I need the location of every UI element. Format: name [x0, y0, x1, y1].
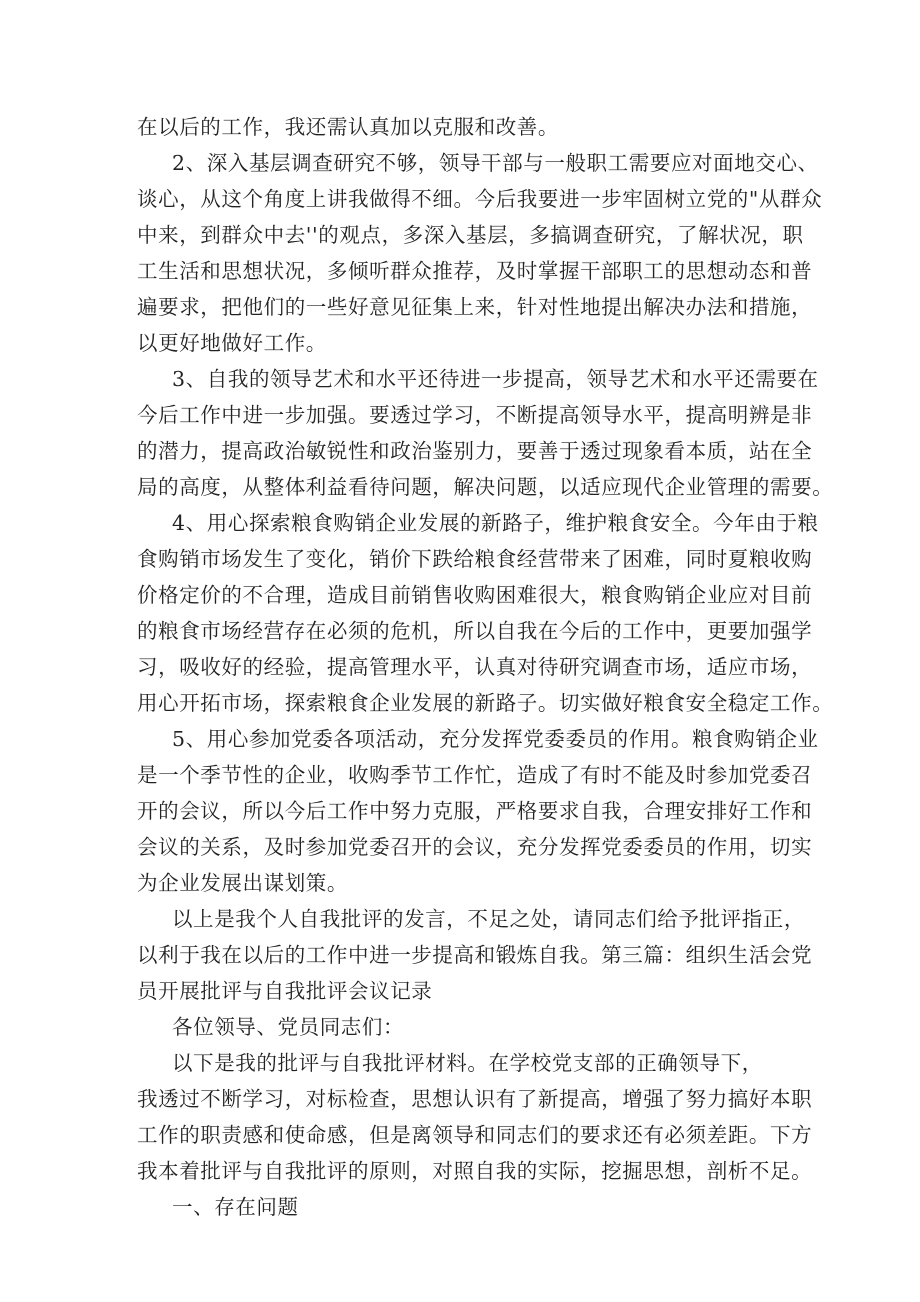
text-line: 2、深入基层调查研究不够，领导干部与一般职工需要应对面地交心、 [172, 151, 819, 175]
text-line: 以利于我在以后的工作中进一步提高和锻炼自我。第三篇：组织生活会党 [137, 943, 813, 967]
text-line: 我透过不断学习，对标检查，思想认识有了新提高，增强了努力搞好本职 [137, 1087, 813, 1111]
section-heading: 一、存在问题 [172, 1195, 299, 1219]
text-line: 的粮食市场经营存在必须的危机，所以自我在今后的工作中，更要加强学 [137, 619, 813, 643]
text-line: 用心开拓市场，探索粮食企业发展的新路子。切实做好粮食安全稳定工作。 [137, 691, 834, 715]
text-line: 3、自我的领导艺术和水平还待进一步提高，领导艺术和水平还需要在 [172, 367, 819, 391]
text-line: 4、用心探索粮食购销企业发展的新路子，维护粮食安全。今年由于粮 [172, 511, 819, 535]
text-line: 以下是我的批评与自我批评材料。在学校党支部的正确领导下， [172, 1051, 763, 1075]
text-line: 会议的关系，及时参加党委召开的会议，充分发挥党委委员的作用，切实 [137, 835, 813, 859]
text-line: 各位领导、党员同志们： [172, 1015, 405, 1039]
text-line: 局的高度，从整体利益看待问题，解决问题，以适应现代企业管理的需要。 [137, 475, 834, 499]
text-line: 是一个季节性的企业，收购季节工作忙，造成了有时不能及时参加党委召 [137, 763, 813, 787]
text-line: 在以后的工作，我还需认真加以克服和改善。 [137, 115, 559, 139]
text-line: 谈心，从这个角度上讲我做得不细。今后我要进一步牢固树立党的"从群众 [137, 187, 823, 211]
text-line: 的潜力，提高政治敏锐性和政治鉴别力，要善于透过现象看本质，站在全 [137, 439, 813, 463]
text-line: 中来，到群众中去''的观点，多深入基层，多搞调查研究，了解状况，职 [137, 223, 804, 247]
text-line: 5、用心参加党委各项活动，充分发挥党委委员的作用。粮食购销企业 [172, 727, 819, 751]
text-line: 价格定价的不合理，造成目前销售收购困难很大，粮食购销企业应对目前 [137, 583, 813, 607]
text-line: 食购销市场发生了变化，销价下跌给粮食经营带来了困难，同时夏粮收购 [137, 547, 813, 571]
text-line: 今后工作中进一步加强。要透过学习，不断提高领导水平，提高明辨是非 [137, 403, 813, 427]
text-line: 开的会议，所以今后工作中努力克服，严格要求自我，合理安排好工作和 [137, 799, 813, 823]
text-line: 以更好地做好工作。 [137, 331, 327, 355]
text-line: 员开展批评与自我批评会议记录 [137, 979, 433, 1003]
text-line: 为企业发展出谋划策。 [137, 871, 348, 895]
text-line: 习，吸收好的经验，提高管理水平，认真对待研究调查市场，适应市场， [137, 655, 813, 679]
text-line: 遍要求，把他们的一些好意见征集上来，针对性地提出解决办法和措施， [137, 295, 813, 319]
text-line: 以上是我个人自我批评的发言，不足之处，请同志们给予批评指正， [172, 907, 805, 931]
text-line: 工作的职责感和使命感，但是离领导和同志们的要求还有必须差距。下方 [137, 1123, 813, 1147]
text-line: 我本着批评与自我批评的原则，对照自我的实际，挖掘思想，剖析不足。 [137, 1159, 813, 1183]
text-line: 工生活和思想状况，多倾听群众推荐，及时掌握干部职工的思想动态和普 [137, 259, 813, 283]
